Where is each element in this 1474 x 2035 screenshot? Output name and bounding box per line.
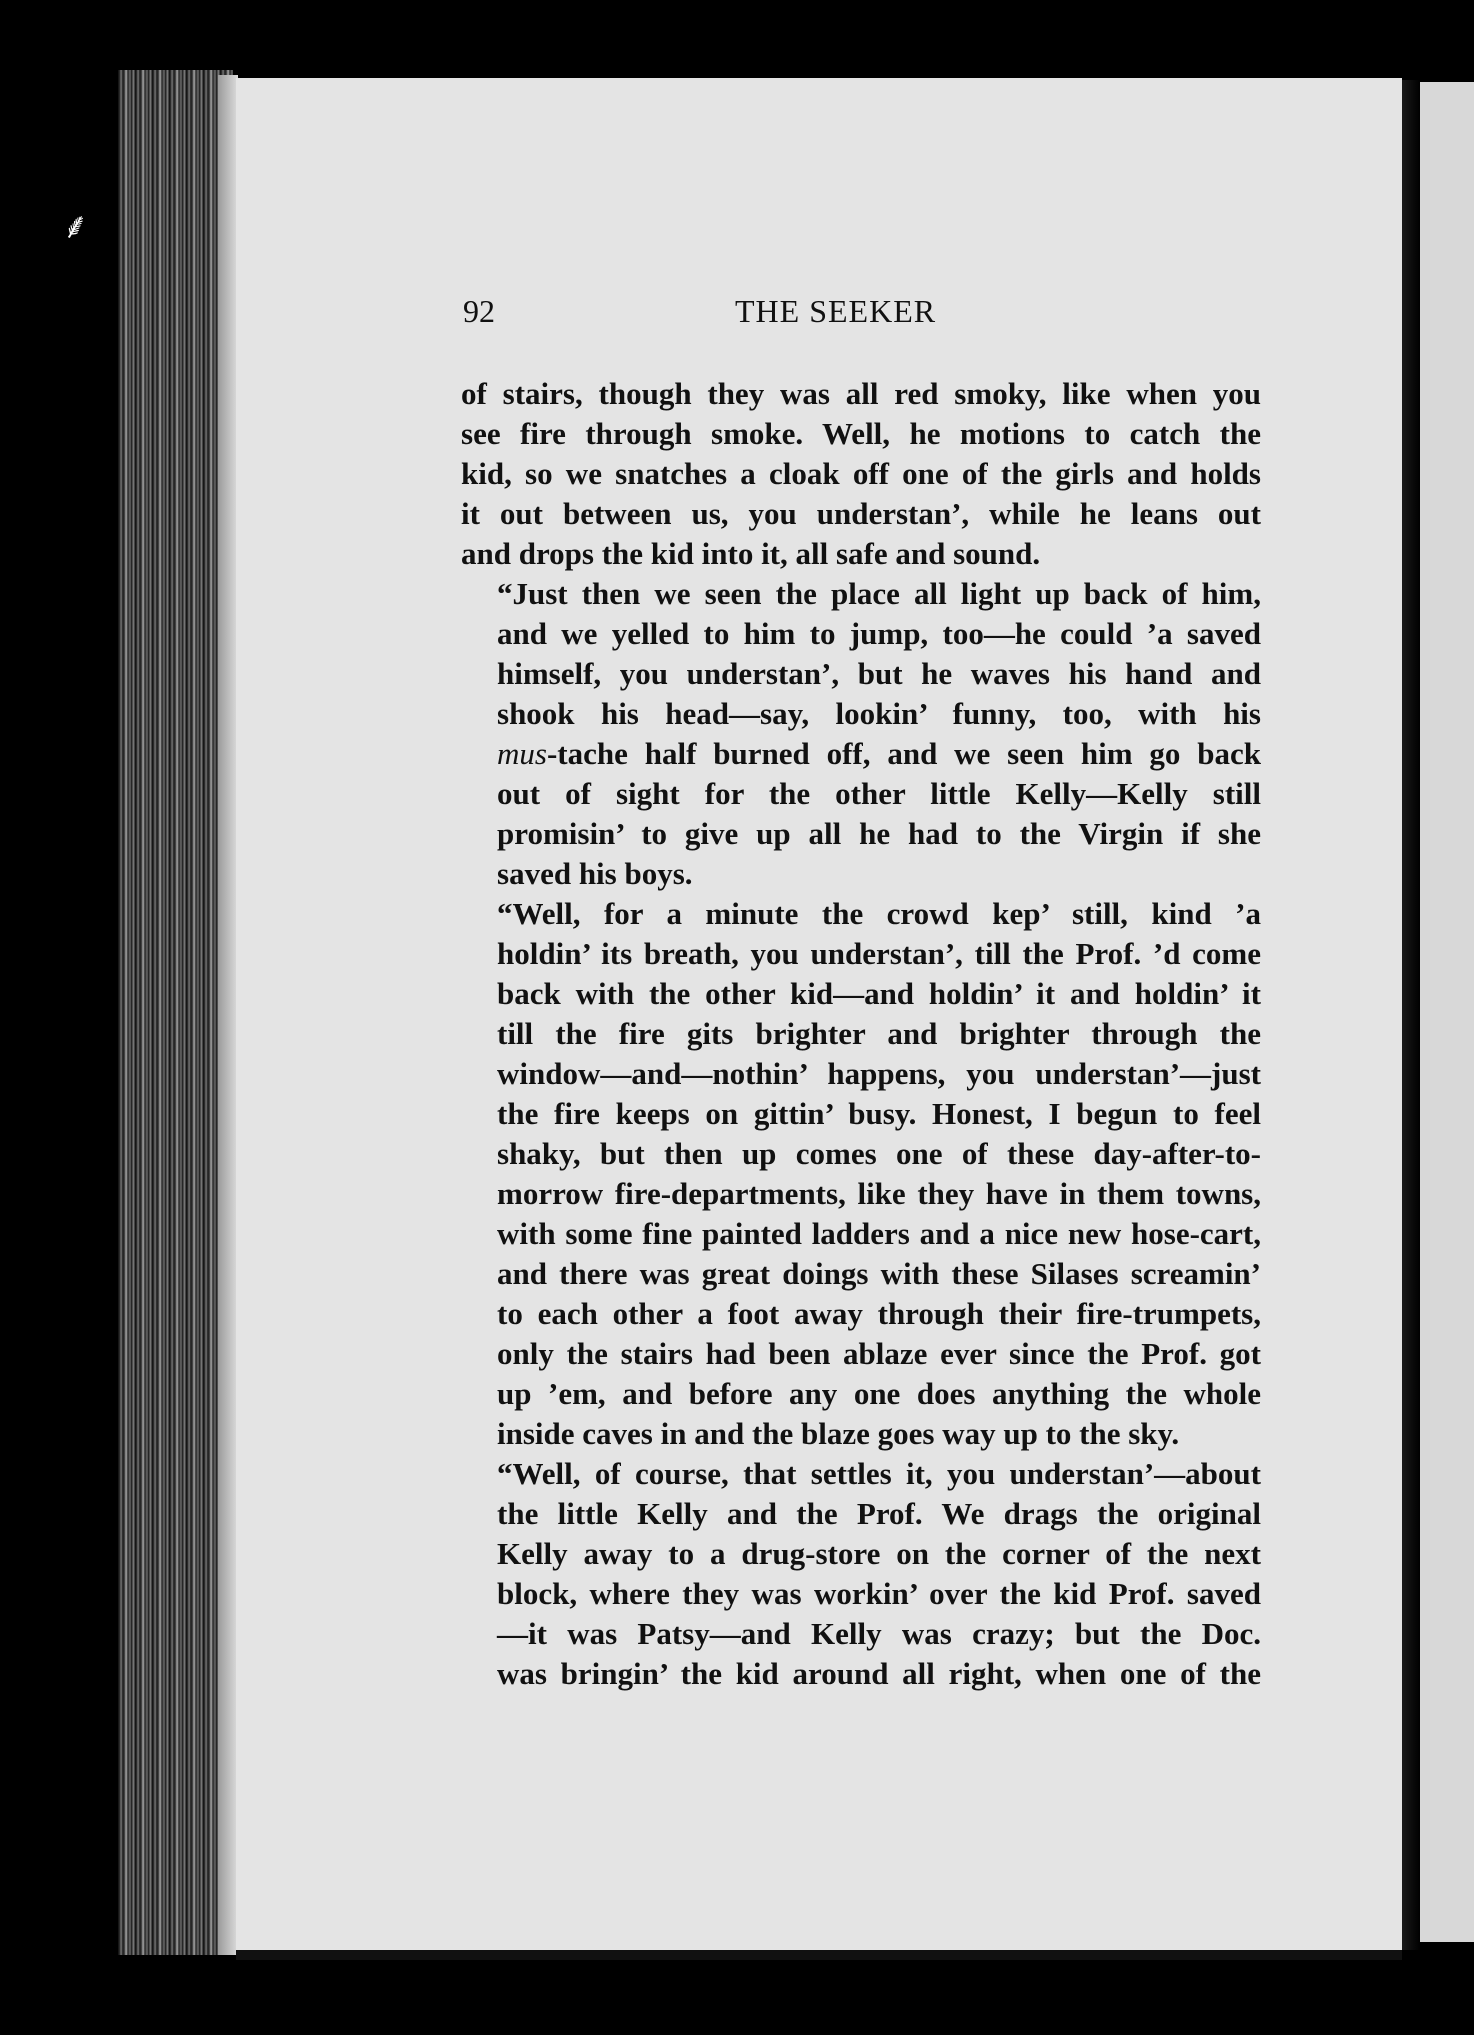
text-line: window—and—nothin’ happens, you understan’—just	[497, 1056, 1261, 1091]
text-line: out of sight for the other little Kelly—Kelly still	[497, 776, 1261, 811]
book-spine-gutter	[118, 70, 233, 1955]
italic-word: mus	[497, 736, 547, 771]
facing-page-edge	[1420, 82, 1474, 1942]
text-line: and drops the kid into it, all safe and sound.	[461, 536, 1041, 571]
text-line: himself, you understan’, but he waves his hand and	[497, 656, 1261, 691]
text-line: and we yelled to him to jump, too—he could ’a saved	[497, 616, 1261, 651]
text-line: inside caves in and the blaze goes way up to the sky.	[497, 1416, 1180, 1451]
text-line: promisin’ to give up all he had to the Virgin if she	[497, 816, 1261, 851]
paragraph-1	[461, 374, 1261, 574]
text-line: morrow fire-departments, like they have in them towns,	[497, 1176, 1261, 1211]
text-line: block, where they was workin’ over the kid Prof. saved	[497, 1576, 1261, 1611]
text-line: saved his boys.	[497, 856, 693, 891]
text-line: the little Kelly and the Prof. We drags the original	[497, 1496, 1261, 1531]
page-stack-edge	[218, 75, 238, 1955]
text-line: Kelly away to a drug-store on the corner of the next	[497, 1536, 1261, 1571]
text-line: up ’em, and before any one does anything the whole	[497, 1376, 1261, 1411]
text-line: it out between us, you understan’, while he leans out	[461, 496, 1261, 531]
italic-line-rest: -tache half burned off, and we seen him go back	[546, 736, 1261, 771]
text-line: only the stairs had been ablaze ever since the Prof. got	[497, 1336, 1261, 1371]
page-header	[463, 288, 1263, 338]
text-line: “Well, of course, that settles it, you understan’—about	[497, 1456, 1261, 1491]
text-line: see fire through smoke. Well, he motions to catch the	[461, 416, 1261, 451]
text-line: till the fire gits brighter and brighter through the	[497, 1016, 1261, 1051]
text-line: kid, so we snatches a cloak off one of the girls and holds	[461, 456, 1261, 491]
paragraph-2	[461, 574, 1261, 894]
paragraph-4	[461, 1454, 1261, 1694]
text-line: shaky, but then up comes one of these day-after-to-	[497, 1136, 1261, 1171]
page-bottom-shadow	[236, 1950, 1402, 1960]
text-line: the fire keeps on gittin’ busy. Honest, I begun to feel	[497, 1096, 1261, 1131]
text-line: was bringin’ the kid around all right, when one of the	[497, 1656, 1261, 1691]
text-line: to each other a foot away through their fire-trumpets,	[497, 1296, 1261, 1331]
scan-artifact-mark: ⸙	[62, 206, 90, 247]
text-line-italic	[461, 734, 1261, 774]
text-line: “Just then we seen the place all light up back of him,	[497, 576, 1261, 611]
page-number: 92	[463, 293, 495, 329]
body-text	[461, 374, 1261, 1694]
text-line: back with the other kid—and holdin’ it and holdin’ it	[497, 976, 1261, 1011]
paragraph-3	[461, 894, 1261, 1454]
text-line: of stairs, though they was all red smoky, like when you	[461, 376, 1261, 411]
text-line: —it was Patsy—and Kelly was crazy; but the Doc.	[497, 1616, 1261, 1651]
running-head: THE SEEKER	[735, 293, 937, 329]
text-line: and there was great doings with these Silases screamin’	[497, 1256, 1261, 1291]
text-line: shook his head—say, lookin’ funny, too, with his	[497, 696, 1261, 731]
page-right-shadow	[1402, 80, 1420, 1950]
text-line: with some fine painted ladders and a nice new hose-cart,	[497, 1216, 1261, 1251]
text-line: “Well, for a minute the crowd kep’ still, kind ’a	[497, 896, 1261, 931]
text-line: holdin’ its breath, you understan’, till the Prof. ’d come	[497, 936, 1261, 971]
